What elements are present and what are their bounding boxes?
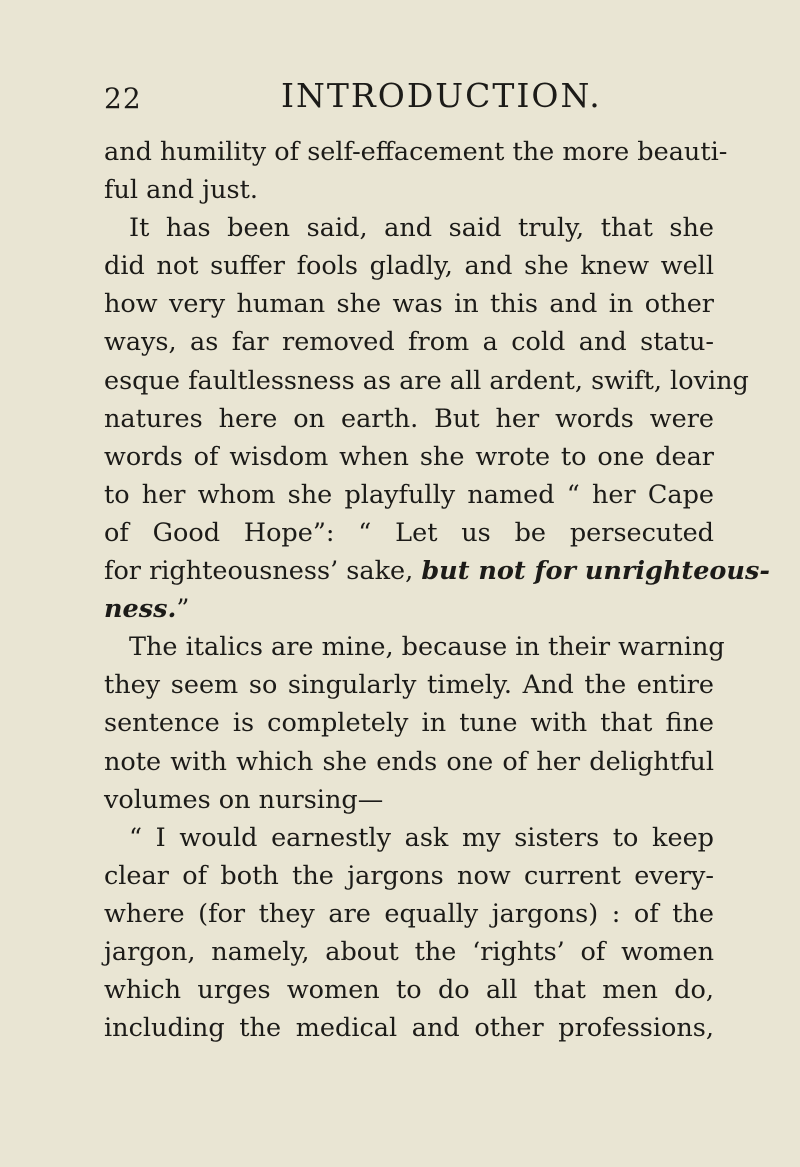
text-line: and humility of self-effacement the more beauti- [104,137,728,167]
text-line: natures here on earth. But her words were [104,403,714,434]
running-title: INTRODUCTION. [281,76,602,115]
text-line: words of wisdom when she wrote to one dear [104,441,714,472]
text-line-with-italics [104,590,714,628]
text-line: sentence is completely in tune with that fine [104,708,714,739]
text-line: where (for they are equally jargons) : of the [104,898,714,929]
text-line: to her whom she playfully named “ her Cape [104,479,714,510]
closing-quote: ” [176,594,190,625]
text-line: of Good Hope”: “ Let us be persecuted [104,517,714,548]
text-line: note with which she ends one of her delightful [104,746,714,777]
text-line: did not suffer fools gladly, and she knew well [104,251,714,282]
quotation-first-line: “ I would earnestly ask my sisters to keep [129,822,714,853]
text-line-with-italics [104,552,770,590]
text-line: esque faultlessness as are all ardent, swift, loving [104,365,749,396]
text-line: including the medical and other professions, [104,1013,714,1044]
italic-text: ness. [104,594,177,625]
text-line: jargon, namely, about the ‘rights’ of women [104,936,714,967]
running-head [104,76,714,120]
text-line: volumes on nursing— [104,784,384,815]
text-segment: for righteousness’ sake, [104,556,422,587]
text-line: clear of both the jargons now current every- [104,860,714,891]
text-line: how very human she was in this and in other [104,289,714,320]
body-text [104,133,770,1047]
text-line: ways, as far removed from a cold and statu- [104,327,714,358]
paragraph-first-line: The italics are mine, because in their warning [129,632,725,663]
text-line: which urges women to do all that men do, [104,975,714,1006]
text-line: ful and just. [104,175,258,206]
paragraph-first-line: It has been said, and said truly, that she [129,213,714,244]
page-number: 22 [104,82,142,115]
text-line: they seem so singularly timely. And the entire [104,670,714,701]
italic-text: but not for unrighteous- [421,556,770,587]
